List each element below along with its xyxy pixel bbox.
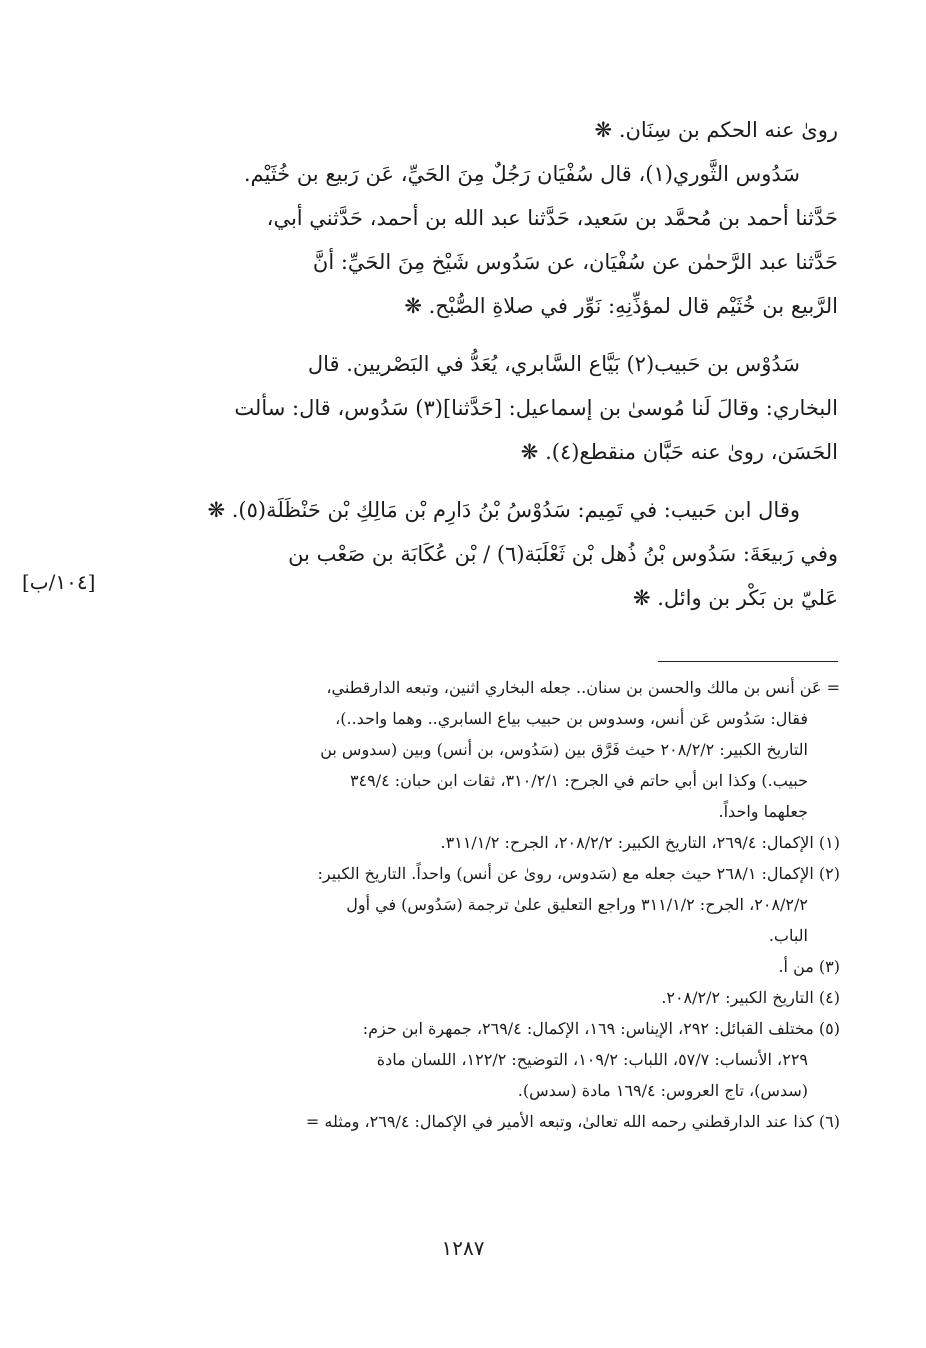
main-line: سَدُوس الثَّوري(١)، قال سُفْيَان رَجُلٌ مِنَ الحَيِّ، عَن رَبيع بن خُثَيْم. bbox=[243, 162, 800, 186]
page-number: ١٢٨٧ bbox=[441, 1236, 485, 1260]
footnote-line: (٥) مختلف القبائل: ٢٩٢، الإيناس: ١٦٩، الإكمال: ٢٦٩/٤، جمهرة ابن حزم: bbox=[362, 1019, 840, 1038]
main-line: البخاري: وقالَ لَنا مُوسىٰ بن إسماعيل: [حَدَّثنا](٣) سَدُوس، قال: سألت bbox=[234, 396, 838, 420]
footnote-line: حبيب.) وكذا ابن أبي حاتم في الجرح: ٣١٠/٢/١، ثقات ابن حبان: ٣٤٩/٤ bbox=[349, 771, 808, 790]
footnote-line: الباب. bbox=[768, 926, 808, 945]
main-text bbox=[138, 108, 838, 620]
main-line: وقال ابن حَبيب: في تَمِيم: سَدُوْسُ بْنُ دَارِم بْن مَالِكِ بْن حَنْظَلَة(٥). ❋ bbox=[207, 498, 800, 522]
manuscript-folio-reference: [١٠٤/ب] bbox=[22, 570, 96, 594]
footnote-line: ٢٠٨/٢/٢، الجرح: ٣١١/١/٢ وراجع التعليق علىٰ ترجمة (سَدُوس) في أول bbox=[346, 895, 808, 914]
main-line: الرَّبيع بن خُثَيْم قال لمؤذِّنِهِ: نَوِّر في صلاةِ الصُّبْح. ❋ bbox=[404, 294, 838, 318]
footnote-line: (٦) كذا عند الدارقطني رحمه الله تعالىٰ، وتبعه الأمير في الإكمال: ٢٦٩/٤، ومثله = bbox=[305, 1112, 840, 1131]
main-line: حَدَّثنا عبد الرَّحمٰن عن سُفْيَان، عن سَدُوس شَيْخ مِنَ الحَيِّ: أنَّ bbox=[312, 250, 838, 274]
footnote-line: (سدس)، تاج العروس: ١٦٩/٤ مادة (سدس). bbox=[517, 1081, 808, 1100]
footnote-line: (٢) الإكمال: ٢٦٨/١ حيث جعله مع (سَدوس، روىٰ عن أنس) واحداً. التاريخ الكبير: bbox=[317, 864, 840, 883]
footnote-line: (٤) التاريخ الكبير: ٢٠٨/٢/٢. bbox=[661, 988, 840, 1007]
footnote-line: ٢٢٩، الأنساب: ٥٧/٧، اللباب: ١٠٩/٢، التوضيح: ١٢٢/٢، اللسان مادة bbox=[376, 1050, 808, 1069]
main-line: عَليّ بن بَكْر بن وائل. ❋ bbox=[632, 586, 838, 610]
footnote-line: التاريخ الكبير: ٢٠٨/٢/٢ حيث فَرَّق بين (سَدُوس، بن أنس) وبين (سدوس بن bbox=[320, 740, 808, 759]
footnotes bbox=[140, 672, 840, 1137]
main-line: روىٰ عنه الحكم بن سِنَان. ❋ bbox=[594, 118, 838, 142]
main-line: حَدَّثنا أحمد بن مُحمَّد بن سَعيد، حَدَّثنا عبد الله بن أحمد، حَدَّثني أبي، bbox=[266, 206, 838, 230]
footnote-line: (١) الإكمال: ٢٦٩/٤، التاريخ الكبير: ٢٠٨/٢/٢، الجرح: ٣١١/١/٢. bbox=[440, 833, 840, 852]
footnote-line: فقال: سَدُوس عَن أنس، وسدوس بن حبيب بياع السابري.. وهما واحد..)، bbox=[335, 709, 808, 728]
main-line: سَدُوْس بن حَبيب(٢) بَيَّاع السَّابري، يُعَدُّ في البَصْريين. قال bbox=[307, 352, 800, 376]
footnote-line: (٣) من أ. bbox=[778, 957, 840, 976]
footnote-line: جعلهما واحداً. bbox=[718, 802, 808, 821]
footnote-separator bbox=[658, 661, 838, 662]
main-line: وفي رَبيعَةَ: سَدُوس بْنُ ذُهل بْن ثَعْلَبَة(٦) / بْن عُكَابَة بن صَعْب بن bbox=[288, 542, 838, 566]
footnote-line: = عَن أنس بن مالك والحسن بن سنان.. جعله البخاري اثنين، وتبعه الدارقطني، bbox=[326, 678, 840, 697]
main-line: الحَسَن، روىٰ عنه حَبَّان منقطع(٤). ❋ bbox=[520, 440, 838, 464]
